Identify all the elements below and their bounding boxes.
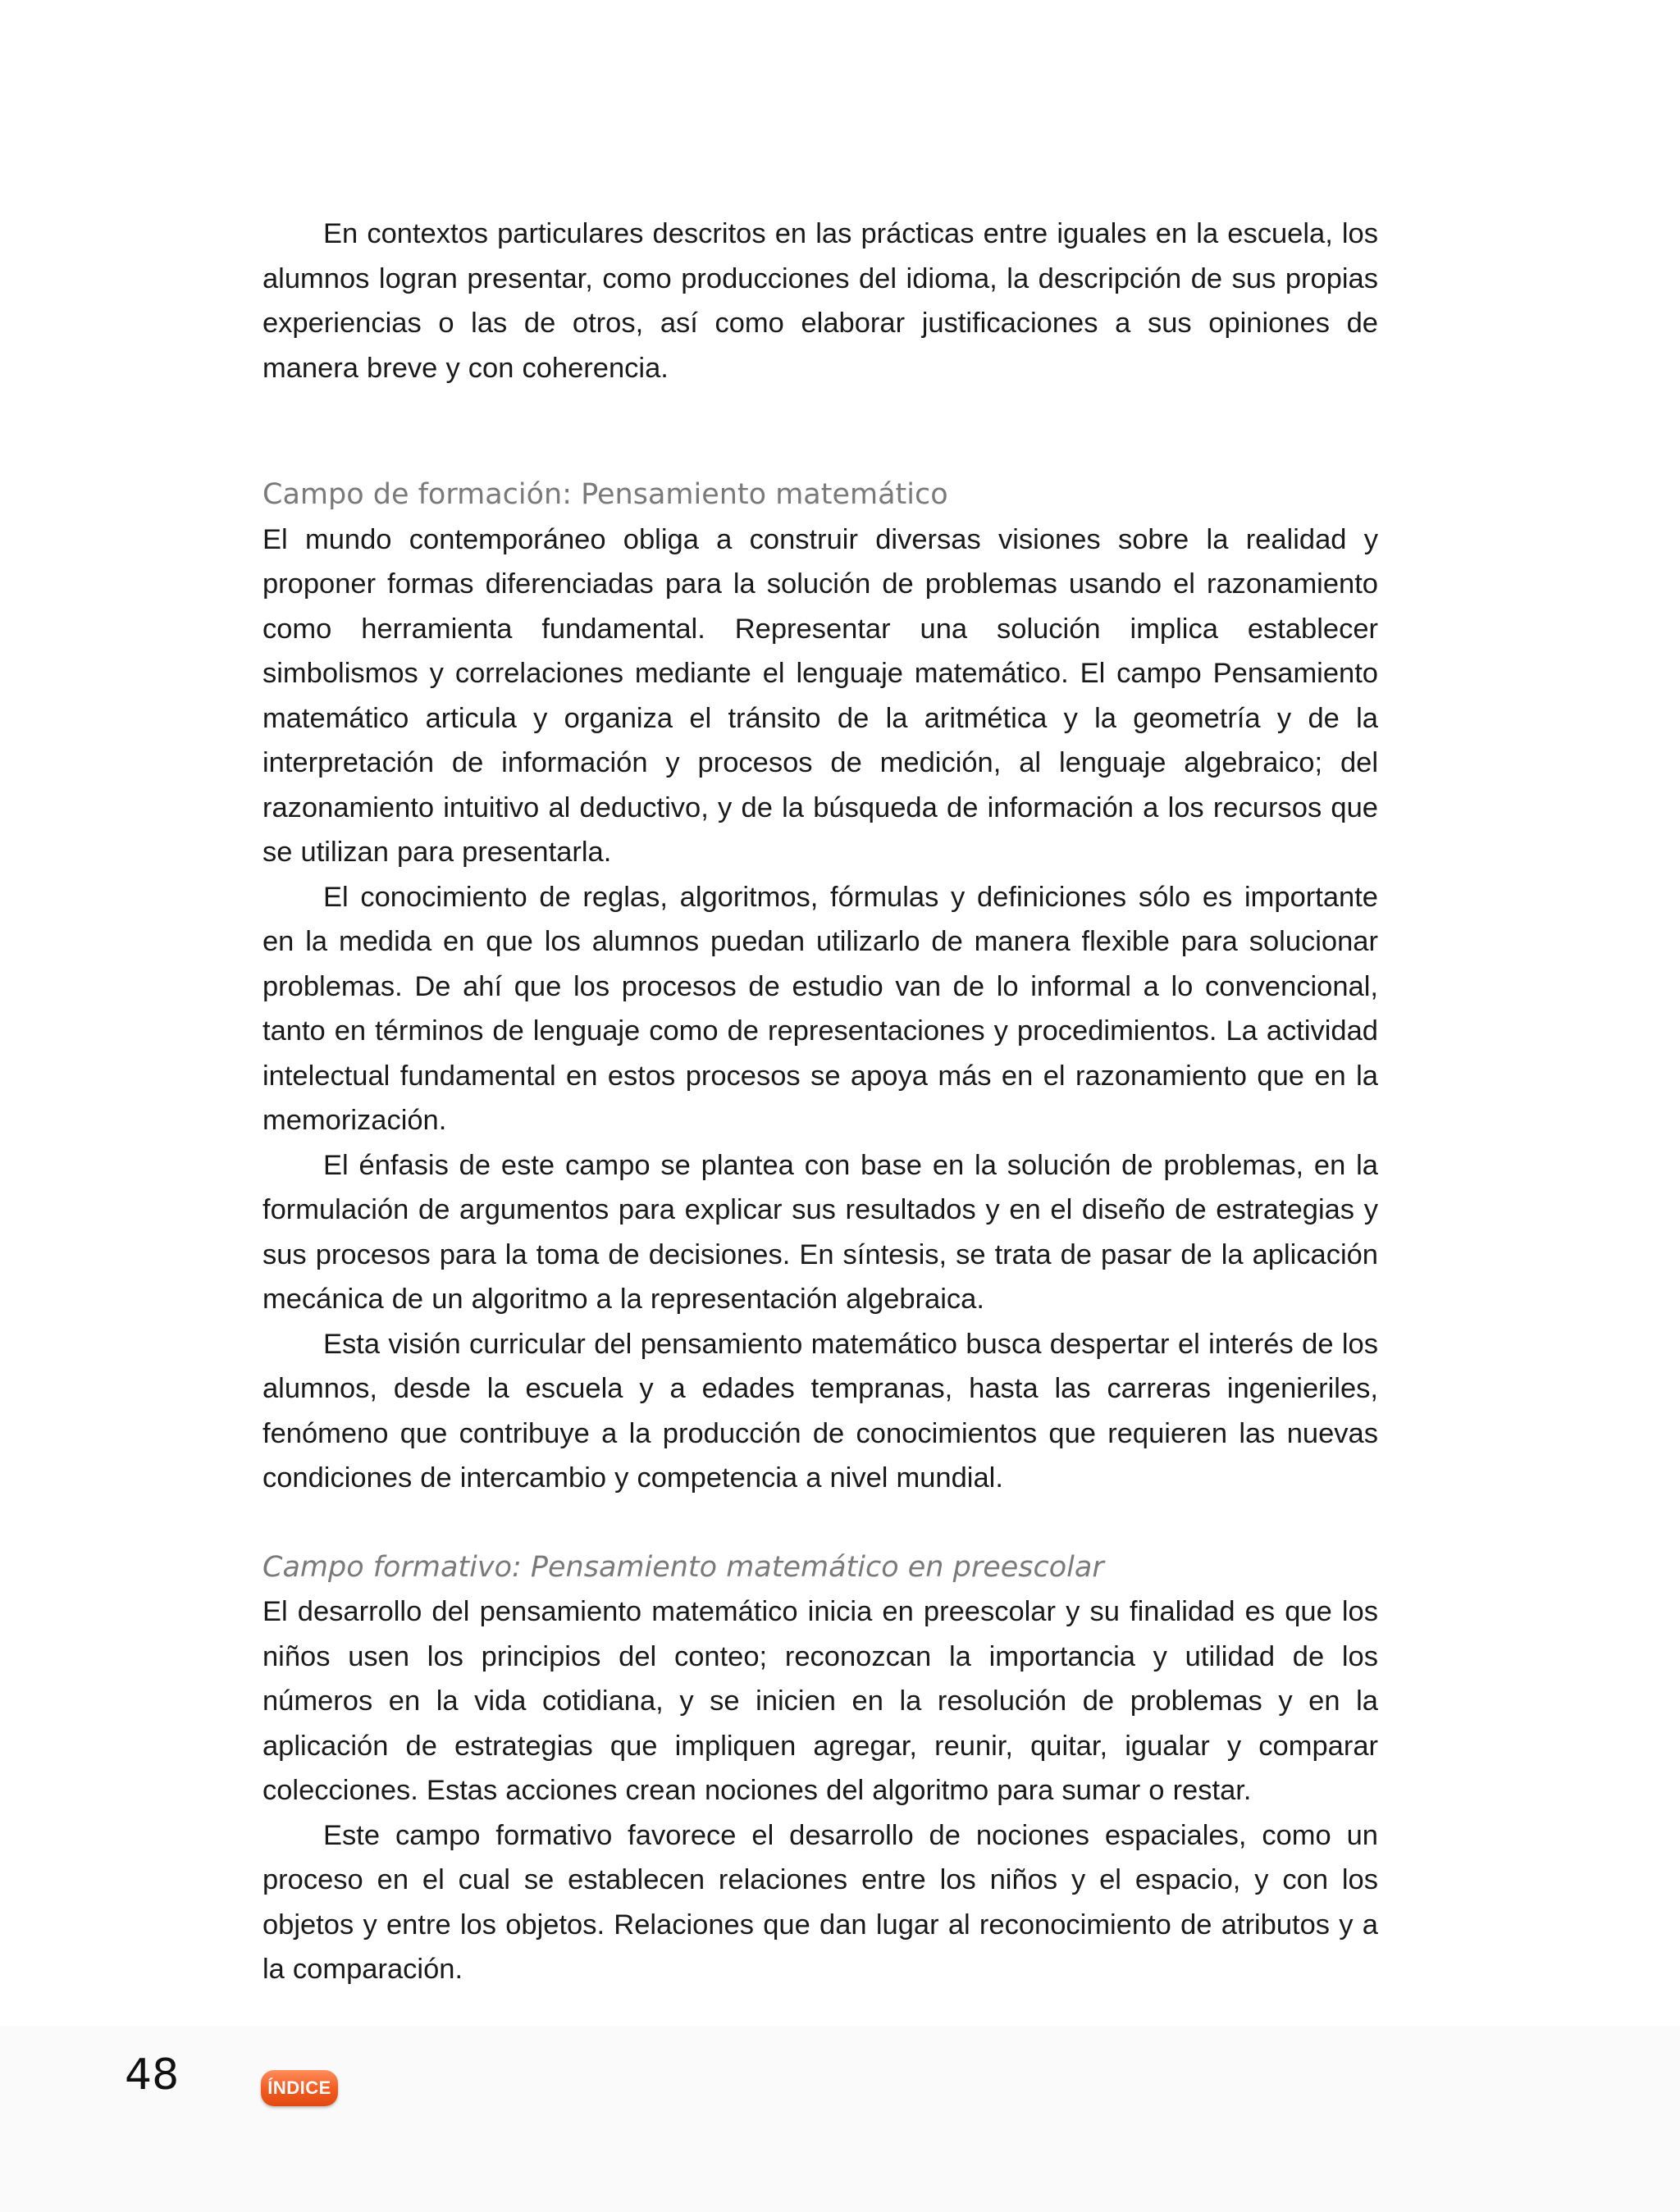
page-number: 48 bbox=[125, 2050, 180, 2100]
body-paragraph: El mundo contemporáneo obliga a construir diversas visiones sobre la realidad y proponer formas diferenciadas para la solución de problemas usando el razonamiento como herramienta fundamental. Representar una solución implica establecer simbolismos y correlaciones mediante el lenguaje matemático. El campo Pensamiento matemático articula y organiza el tránsito de la aritmética y la geometría y de la interpretación de información y procesos de medición, al lenguaje algebraico; del razonamiento intuitivo al deductivo, y de la búsqueda de información a los recursos que se utilizan para presentarla. bbox=[262, 523, 1378, 868]
page-content bbox=[262, 212, 1378, 1992]
body-paragraph: El énfasis de este campo se plantea con base en la solución de problemas, en la formulación de argumentos para explicar sus resultados y en el diseño de estrategias y sus procesos para la toma de decisiones. En síntesis, se trata de pasar de la aplicación mecánica de un algoritmo a la representación algebraica. bbox=[262, 1149, 1378, 1315]
body-paragraph: El conocimiento de reglas, algoritmos, fórmulas y definiciones sólo es importante en la medida en que los alumnos puedan utilizarlo de manera flexible para solucionar problemas. De ahí que los procesos de estudio van de lo informal a lo convencional, tanto en términos de lenguaje como de representaciones y procedimientos. La actividad intelectual fundamental en estos procesos se apoya más en el razonamiento que en la memorización. bbox=[262, 881, 1378, 1136]
body-paragraph: El desarrollo del pensamiento matemático inicia en preescolar y su finalidad es que los niños usen los principios del conteo; reconozcan la importancia y utilidad de los números en la vida cotidiana, y se inicien en la resolución de problemas y en la aplicación de estrategias que impliquen agregar, reunir, quitar, igualar y comparar colecciones. Estas acciones crean nociones del algoritmo para sumar o restar. bbox=[262, 1596, 1378, 1806]
index-button[interactable]: ÍNDICE bbox=[261, 2070, 338, 2106]
body-paragraph: Esta visión curricular del pensamiento matemático busca despertar el interés de los alumnos, desde la escuela y a edades tempranas, hasta las carreras ingenieriles, fenómeno que contribuye a la producción de conocimientos que requieren las nuevas condiciones de intercambio y competencia a nivel mundial. bbox=[262, 1328, 1378, 1494]
subsection-heading-preescolar: Campo formativo: Pensamiento matemático en preescolar bbox=[262, 1550, 1104, 1584]
body-paragraph: Este campo formativo favorece el desarrollo de nociones espaciales, como un proceso en el cual se establecen relaciones entre los niños y el espacio, y con los objetos y entre los objetos. Relaciones que dan lugar al reconocimiento de atributos y a la comparación. bbox=[262, 1819, 1378, 1985]
section-heading-pensamiento-matematico: Campo de formación: Pensamiento matemático bbox=[262, 478, 948, 511]
intro-paragraph: En contextos particulares descritos en las prácticas entre iguales en la escuela, los alumnos logran presentar, como producciones del idioma, la descripción de sus propias experiencias o las de otros, así como elaborar justificaciones a sus opiniones de manera breve y con coherencia. bbox=[262, 218, 1378, 384]
page-footer bbox=[0, 2026, 1680, 2212]
